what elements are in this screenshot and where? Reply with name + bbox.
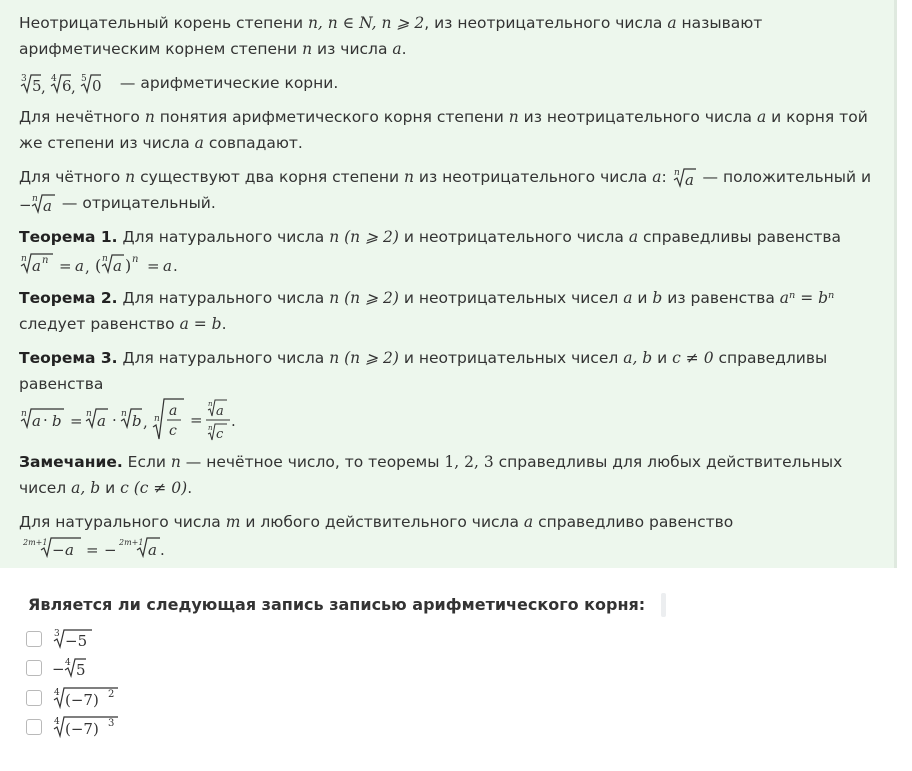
- minus-sign: −: [52, 660, 65, 679]
- option-3[interactable]: [26, 683, 912, 713]
- title-marker: [661, 593, 666, 617]
- svg-text:a: a: [75, 256, 84, 275]
- svg-text:b: b: [52, 411, 62, 430]
- option-2[interactable]: [26, 654, 912, 684]
- option-4[interactable]: [26, 713, 912, 743]
- svg-text:n: n: [21, 408, 27, 419]
- negative-root-formula: [19, 192, 57, 216]
- odd-degree-paragraph: Для нечётного n понятия арифметического корня степени n из неотрицательного числа a и корня той же степени из числа a совпадают.: [19, 108, 868, 152]
- exponent: 2: [108, 688, 115, 700]
- checkbox[interactable]: [26, 719, 42, 735]
- svg-text:a: a: [169, 402, 178, 419]
- option-1[interactable]: [26, 624, 912, 654]
- radicand: 0: [92, 76, 102, 95]
- root-index: 4: [54, 687, 60, 698]
- svg-text:−: −: [19, 195, 32, 214]
- svg-text:n: n: [102, 253, 108, 264]
- svg-text:n: n: [208, 399, 213, 408]
- option-2-formula: [52, 656, 102, 680]
- svg-text:c: c: [216, 426, 224, 441]
- checkbox[interactable]: [26, 660, 42, 676]
- exponent: 3: [108, 718, 115, 730]
- root-index: 3: [21, 73, 27, 84]
- question-title: Является ли следующая запись записью арифметического корня:: [28, 592, 912, 618]
- radicand: (−7): [65, 690, 99, 709]
- svg-text:,: ,: [143, 412, 148, 431]
- svg-text:): ): [125, 255, 132, 275]
- svg-text:,: ,: [71, 77, 76, 96]
- svg-text:n: n: [673, 167, 680, 178]
- radicand: 6: [62, 76, 72, 95]
- svg-text:·: ·: [43, 410, 48, 429]
- option-4-formula: [52, 714, 128, 740]
- svg-text:a: a: [216, 403, 224, 419]
- svg-text:a: a: [97, 411, 106, 430]
- svg-text:a: a: [32, 256, 41, 275]
- question-section: [0, 592, 912, 742]
- example-roots-formula: [19, 72, 115, 96]
- svg-text:=: =: [59, 256, 72, 275]
- svg-text:n: n: [121, 408, 127, 419]
- svg-text:a: a: [32, 411, 41, 430]
- odd-root-formula: [19, 535, 189, 561]
- svg-text:=: =: [190, 410, 203, 429]
- theorem-2: Теорема 2. Для натурального числа n (n ⩾ 2) и неотрицательных чисел a и b из равенства aⁿ = bⁿ следует равенство a = b.: [19, 288, 835, 333]
- svg-text:·: ·: [112, 410, 117, 429]
- root-index: 4: [54, 717, 60, 728]
- positive-root-formula: [672, 166, 698, 190]
- svg-text:2m+1: 2m+1: [23, 538, 48, 547]
- root-index: 5: [81, 73, 87, 84]
- svg-text:−: −: [104, 541, 117, 559]
- radicand: −5: [65, 631, 88, 650]
- theorem-1-formula: [19, 251, 199, 277]
- svg-text:n: n: [32, 193, 38, 204]
- svg-text:.: .: [173, 256, 178, 275]
- svg-text:,: ,: [41, 77, 46, 96]
- checkbox[interactable]: [26, 690, 42, 706]
- svg-text:b: b: [132, 411, 142, 430]
- odd-root-paragraph: Для натурального числа m и любого действительного числа a справедливо равенство 2m+1 − a = − 2m+1 a .: [19, 512, 734, 559]
- svg-text:2m+1: 2m+1: [119, 538, 144, 547]
- svg-text:.: .: [160, 541, 165, 559]
- root-index: 4: [51, 73, 57, 84]
- theorem-3-formula: [19, 397, 279, 441]
- theorem-3: Теорема 3. Для натурального числа n (n ⩾ 2) и неотрицательных чисел a, b и c ≠ 0 справедливы равенства n a · b = n a · n b , n a c = n a n c .: [19, 348, 828, 441]
- svg-text:a: a: [43, 196, 52, 215]
- svg-text:a: a: [65, 541, 74, 559]
- svg-text:−: −: [52, 541, 65, 559]
- even-degree-paragraph: Для чётного n существуют два корня степени n из неотрицательного числа a: n a — положительный и − n a — отрицательный.: [19, 167, 872, 215]
- root-index: 3: [54, 628, 60, 639]
- svg-text:=: =: [86, 541, 99, 559]
- svg-text:c: c: [169, 422, 177, 439]
- option-1-formula: [52, 627, 102, 651]
- answer-options: [0, 624, 912, 742]
- svg-text:n: n: [21, 253, 27, 264]
- svg-text:=: =: [70, 411, 83, 430]
- svg-text:a: a: [148, 541, 157, 559]
- svg-text:a: a: [163, 256, 172, 275]
- svg-text:(: (: [95, 255, 102, 275]
- svg-text:=: =: [147, 256, 160, 275]
- checkbox[interactable]: [26, 631, 42, 647]
- svg-text:n: n: [42, 254, 49, 266]
- theorem-1: Теорема 1. Для натурального числа n (n ⩾ 2) и неотрицательного числа a справедливы равенства n a n = a , ( n a ) n = a .: [19, 228, 842, 276]
- option-3-formula: [52, 685, 128, 711]
- remark: Замечание. Если n — нечётное число, то теоремы 1, 2, 3 справедливы для любых действительных чисел a, b и c (c ≠ 0).: [19, 452, 843, 497]
- svg-text:a: a: [684, 170, 694, 189]
- definition-paragraph: Неотрицательный корень степени n, n ∈ N, n ⩾ 2, из неотрицательного числа a называют арифметическим корнем степени n из числа a.: [19, 14, 763, 58]
- examples-paragraph: 3 5 , 4 6 , 5 0 — арифметические корни.: [21, 73, 339, 96]
- root-index: 4: [65, 658, 71, 669]
- svg-text:n: n: [154, 413, 160, 424]
- svg-text:.: .: [231, 411, 236, 430]
- svg-text:n: n: [86, 408, 92, 419]
- radicand: 5: [76, 661, 86, 680]
- svg-text:n: n: [208, 423, 213, 432]
- svg-text:,: ,: [85, 257, 90, 276]
- radicand: 5: [32, 76, 42, 95]
- svg-text:a: a: [113, 256, 122, 275]
- radicand: (−7): [65, 720, 99, 739]
- svg-text:n: n: [132, 253, 139, 265]
